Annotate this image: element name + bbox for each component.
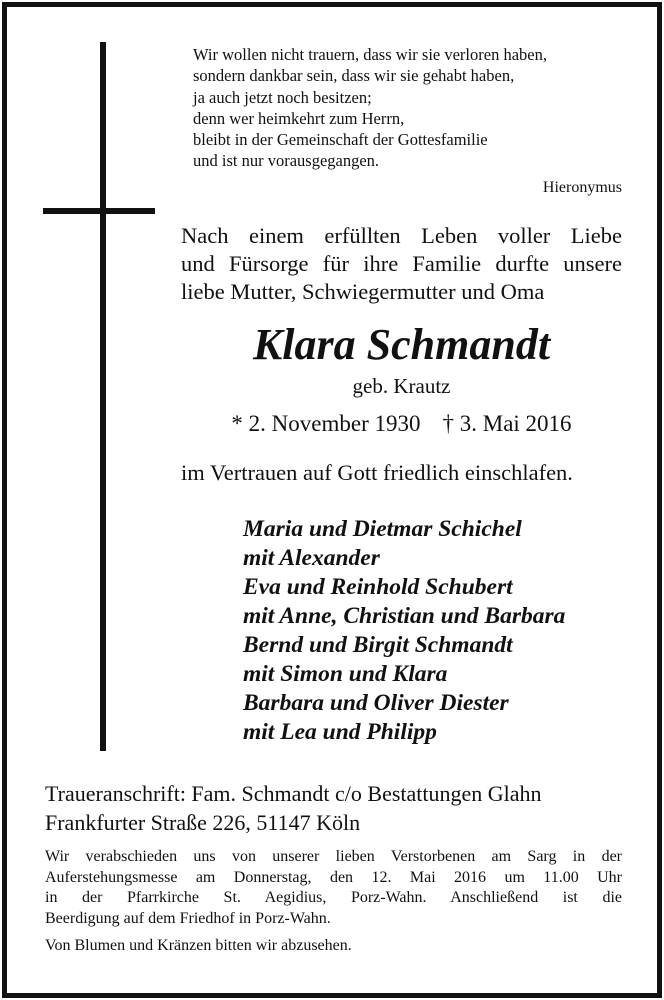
closing-remark: Von Blumen und Kränzen bitten wir abzusehen. — [45, 937, 352, 954]
notice-line: Auferstehungsmesse am Donnerstag, den 12. Mai 2016 um 11.00 Uhr — [45, 868, 622, 886]
family-member: Barbara und Oliver Diester — [243, 690, 509, 716]
family-list — [243, 515, 633, 747]
poem-line: und ist nur vorausgegangen. — [193, 151, 380, 171]
poem-line: sondern dankbar sein, dass wir sie gehabt haben, — [193, 66, 515, 86]
intro-line: Nach einem erfüllten Leben voller Liebe — [181, 223, 622, 248]
address-line: Frankfurter Straße 226, 51147 Köln — [45, 810, 361, 835]
family-member: mit Anne, Christian und Barbara — [243, 603, 566, 629]
poem-line: Wir wollen nicht trauern, dass wir sie verloren haben, — [193, 45, 547, 64]
deceased-name: Klara Schmandt — [252, 320, 551, 369]
life-dates — [181, 411, 622, 437]
funeral-notice — [45, 847, 622, 929]
passing-text: im Vertrauen auf Gott friedlich einschlafen. — [181, 460, 573, 485]
cross-horizontal-bar — [43, 208, 155, 214]
poem-line: denn wer heimkehrt zum Herrn, — [193, 108, 405, 128]
death-date: † 3. Mai 2016 — [442, 411, 572, 436]
family-member: Maria und Dietmar Schichel — [243, 516, 522, 542]
notice-line: Wir verabschieden uns von unserer lieben Verstorbenen am Sarg in der — [45, 848, 622, 865]
maiden-name: geb. Krautz — [352, 374, 451, 398]
intro-text — [181, 222, 622, 306]
intro-line: liebe Mutter, Schwiegermutter und Oma — [181, 279, 545, 304]
notice-line: in der Pfarrkirche St. Aegidius, Porz-Wahn. Anschließend ist die — [45, 889, 622, 907]
family-member: mit Lea und Philipp — [243, 719, 437, 745]
address-line: Traueranschrift: Fam. Schmandt c/o Bestattungen Glahn — [45, 781, 542, 806]
birth-date: * 2. November 1930 — [231, 411, 421, 436]
mourning-address — [45, 779, 635, 837]
cross-vertical-bar — [100, 42, 106, 751]
notice-line: Beerdigung auf dem Friedhof in Porz-Wahn. — [45, 909, 331, 927]
poem-line: bleibt in der Gemeinschaft der Gottesfamilie — [193, 130, 488, 150]
poem-line: ja auch jetzt noch besitzen; — [193, 87, 372, 107]
intro-line: und Fürsorge für ihre Familie durfte unsere — [181, 251, 622, 276]
poem-attribution: Hieronymus — [542, 179, 622, 196]
family-member: mit Alexander — [243, 545, 380, 571]
obituary-notice — [2, 2, 662, 998]
family-member: mit Simon und Klara — [243, 661, 448, 687]
family-member: Eva und Reinhold Schubert — [243, 574, 513, 600]
family-member: Bernd und Birgit Schmandt — [243, 632, 513, 658]
poem-quote — [193, 44, 633, 172]
